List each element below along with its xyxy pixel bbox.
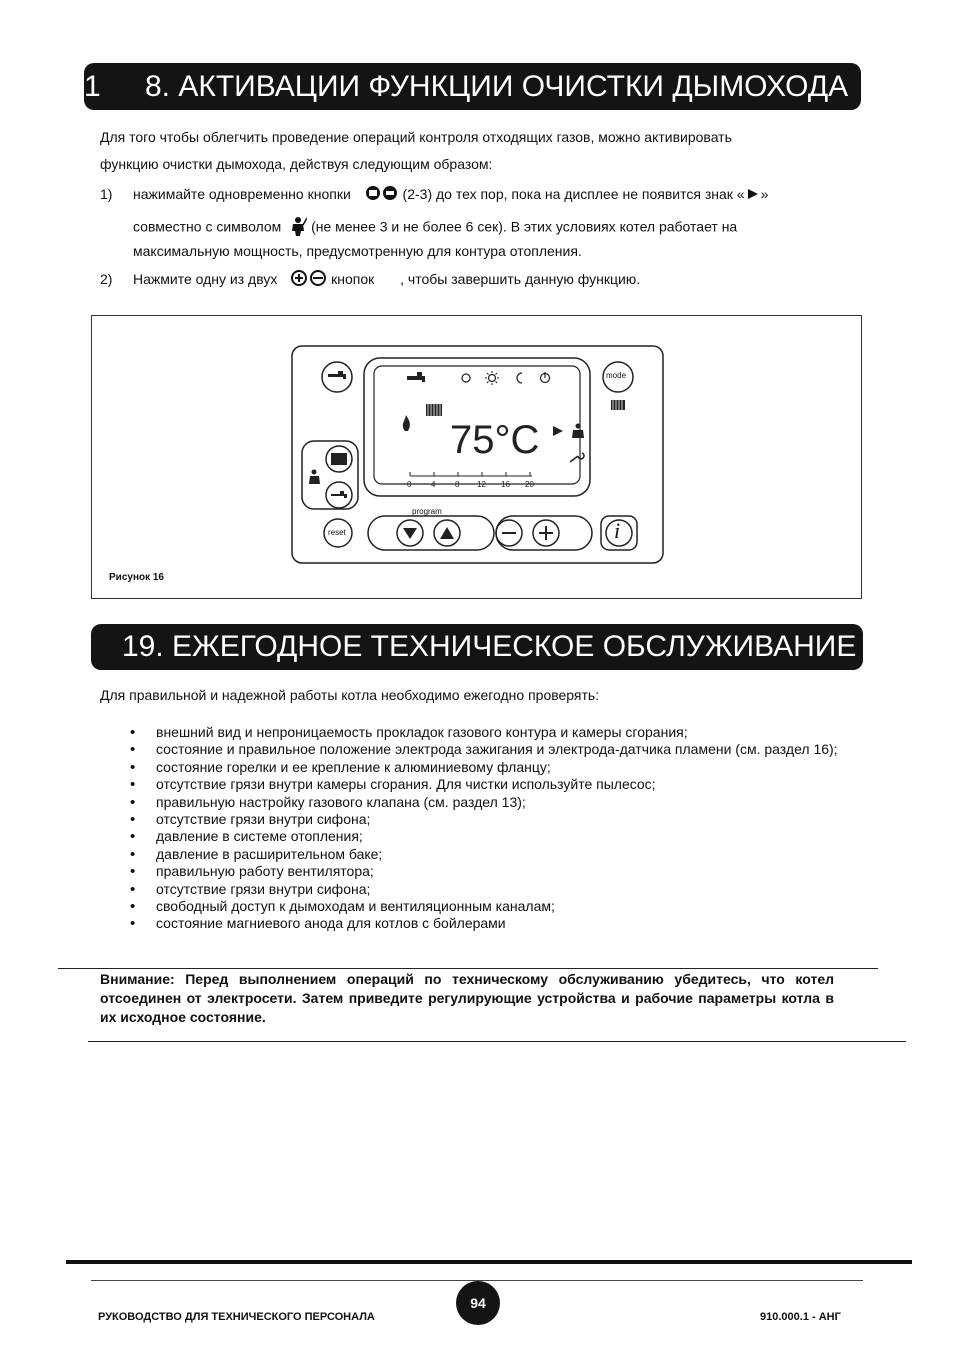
- page-number-badge: [456, 1281, 500, 1325]
- arrow-up-icon: [440, 527, 454, 539]
- sweep-icon-left: [309, 470, 320, 485]
- step-2-text-b: кнопок: [331, 271, 375, 287]
- section-18-title: 8. АКТИВАЦИИ ФУНКЦИИ ОЧИСТКИ ДЫМОХОДА: [145, 70, 849, 103]
- display-temperature: 75°C: [450, 418, 540, 462]
- section-18-intro-line1: Для того чтобы облегчить проведение операций контроля отходящих газов, можно активировать: [100, 129, 732, 145]
- page-number: 94: [470, 1295, 486, 1311]
- radiator-icon-right: [611, 400, 625, 410]
- section-18-intro-line2: функцию очистки дымохода, действуя следующим образом:: [100, 156, 493, 172]
- section-19-intro: Для правильной и надежной работы котла необходимо ежегодно проверять:: [100, 687, 600, 703]
- arrow-down-icon: [403, 528, 417, 539]
- step-2-text-a: Нажмите одну из двух: [133, 271, 278, 287]
- tick-20: 20: [525, 480, 534, 489]
- sweep-icon-display: [572, 424, 584, 439]
- footer-left: РУКОВОДСТВО ДЛЯ ТЕХНИЧЕСКОГО ПЕРСОНАЛА: [98, 1311, 375, 1323]
- step-2-text-c: , чтобы завершить данную функцию.: [400, 271, 641, 287]
- chimney-sweep-icon: [289, 216, 307, 240]
- warning-top-rule: [58, 968, 878, 969]
- step-1-line1: [133, 185, 768, 205]
- step-2-number: 2): [100, 271, 113, 287]
- figure-16-frame: [91, 315, 862, 599]
- tick-4: 4: [431, 480, 436, 489]
- warning-text: Внимание: Перед выполнением операций по техническому обслуживанию убедитесь, что котел отсоединен от электросети. Затем приведите регулирующие устройства и рабочие параметры котла в их исходное состояние.: [100, 971, 834, 1025]
- flame-icon: [403, 415, 410, 431]
- list-item: • свободный доступ к дымоходам и вентиляционным каналам;: [130, 898, 870, 915]
- list-item: • отсутствие грязи внутри сифона;: [130, 881, 870, 898]
- figure-caption: Рисунок 16: [109, 572, 164, 583]
- footer-right: 910.000.1 - АНГ: [760, 1311, 841, 1323]
- step-1-text-b: (2-3) до тех пор, пока на дисплее не появится знак «: [402, 186, 745, 202]
- list-item: • состояние магниевого анода для котлов с бойлерами: [130, 915, 870, 932]
- tick-0: 0: [407, 480, 412, 489]
- step-1-text-f: максимальную мощность, предусмотренную для контура отопления.: [133, 243, 582, 259]
- list-item: • правильную работу вентилятора;: [130, 863, 870, 880]
- list-item: • состояние и правильное положение электрода зажигания и электрода-датчика пламени (см. раздел 16);: [130, 741, 870, 758]
- info-label: i: [614, 518, 621, 543]
- section-18-number-fragment: 1: [84, 70, 101, 103]
- step-1-number: 1): [100, 186, 113, 202]
- play-arrow-icon: [747, 186, 759, 204]
- clock-icon: [462, 374, 470, 382]
- list-item: • состояние горелки и ее крепление к алюминиевому фланцу;: [130, 759, 870, 776]
- maintenance-checklist: [130, 724, 870, 933]
- section-19-title: 19. ЕЖЕГОДНОЕ ТЕХНИЧЕСКОЕ ОБСЛУЖИВАНИЕ: [122, 630, 857, 663]
- footer-thick-rule: [66, 1260, 912, 1264]
- list-item: • внешний вид и непроницаемость прокладок газового контура и камеры сгорания;: [130, 724, 870, 741]
- display-arrow-icon: [553, 426, 563, 436]
- plus-minus-buttons-icon: [291, 270, 327, 290]
- reset-label: reset: [328, 528, 346, 537]
- step-1-text-d: совместно с символом: [133, 218, 282, 235]
- timeline-tick-marks: [410, 472, 530, 476]
- step-2-line: [133, 270, 640, 290]
- sun-icon: [485, 371, 499, 385]
- plus-icon: [539, 526, 553, 540]
- step-1-text-e: (не менее 3 и не более 6 сек). В этих условиях котел работает на: [311, 218, 738, 235]
- timeline-ticks: [404, 480, 544, 492]
- list-item: • правильную настройку газового клапана (см. раздел 13);: [130, 794, 870, 811]
- list-item: • отсутствие грязи внутри сифона;: [130, 811, 870, 828]
- list-item: • отсутствие грязи внутри камеры сгорания. Для чистки используйте пылесос;: [130, 776, 870, 793]
- tick-12: 12: [477, 480, 486, 489]
- mode-label: mode: [606, 371, 627, 380]
- program-button-group: [368, 516, 494, 550]
- tap-icon: [407, 372, 425, 382]
- power-icon: [541, 372, 550, 383]
- tick-16: 16: [501, 480, 510, 489]
- list-item: • давление в системе отопления;: [130, 828, 870, 845]
- step-1-text-a: нажимайте одновременно кнопки: [133, 186, 351, 202]
- moon-icon: [517, 373, 522, 383]
- step-1-line2: [133, 216, 870, 240]
- list-item: • давление в расширительном баке;: [130, 846, 870, 863]
- radiator-icon-display: [426, 404, 442, 416]
- tick-8: 8: [455, 480, 460, 489]
- wrench-icon: [570, 453, 584, 462]
- section-18-banner: [84, 63, 861, 110]
- burner-buttons-icon: [365, 185, 399, 205]
- section-19-banner: [91, 624, 863, 670]
- step-1-text-c: »: [760, 186, 769, 202]
- warning-bottom-rule: [88, 1041, 906, 1042]
- program-label: program: [412, 507, 442, 516]
